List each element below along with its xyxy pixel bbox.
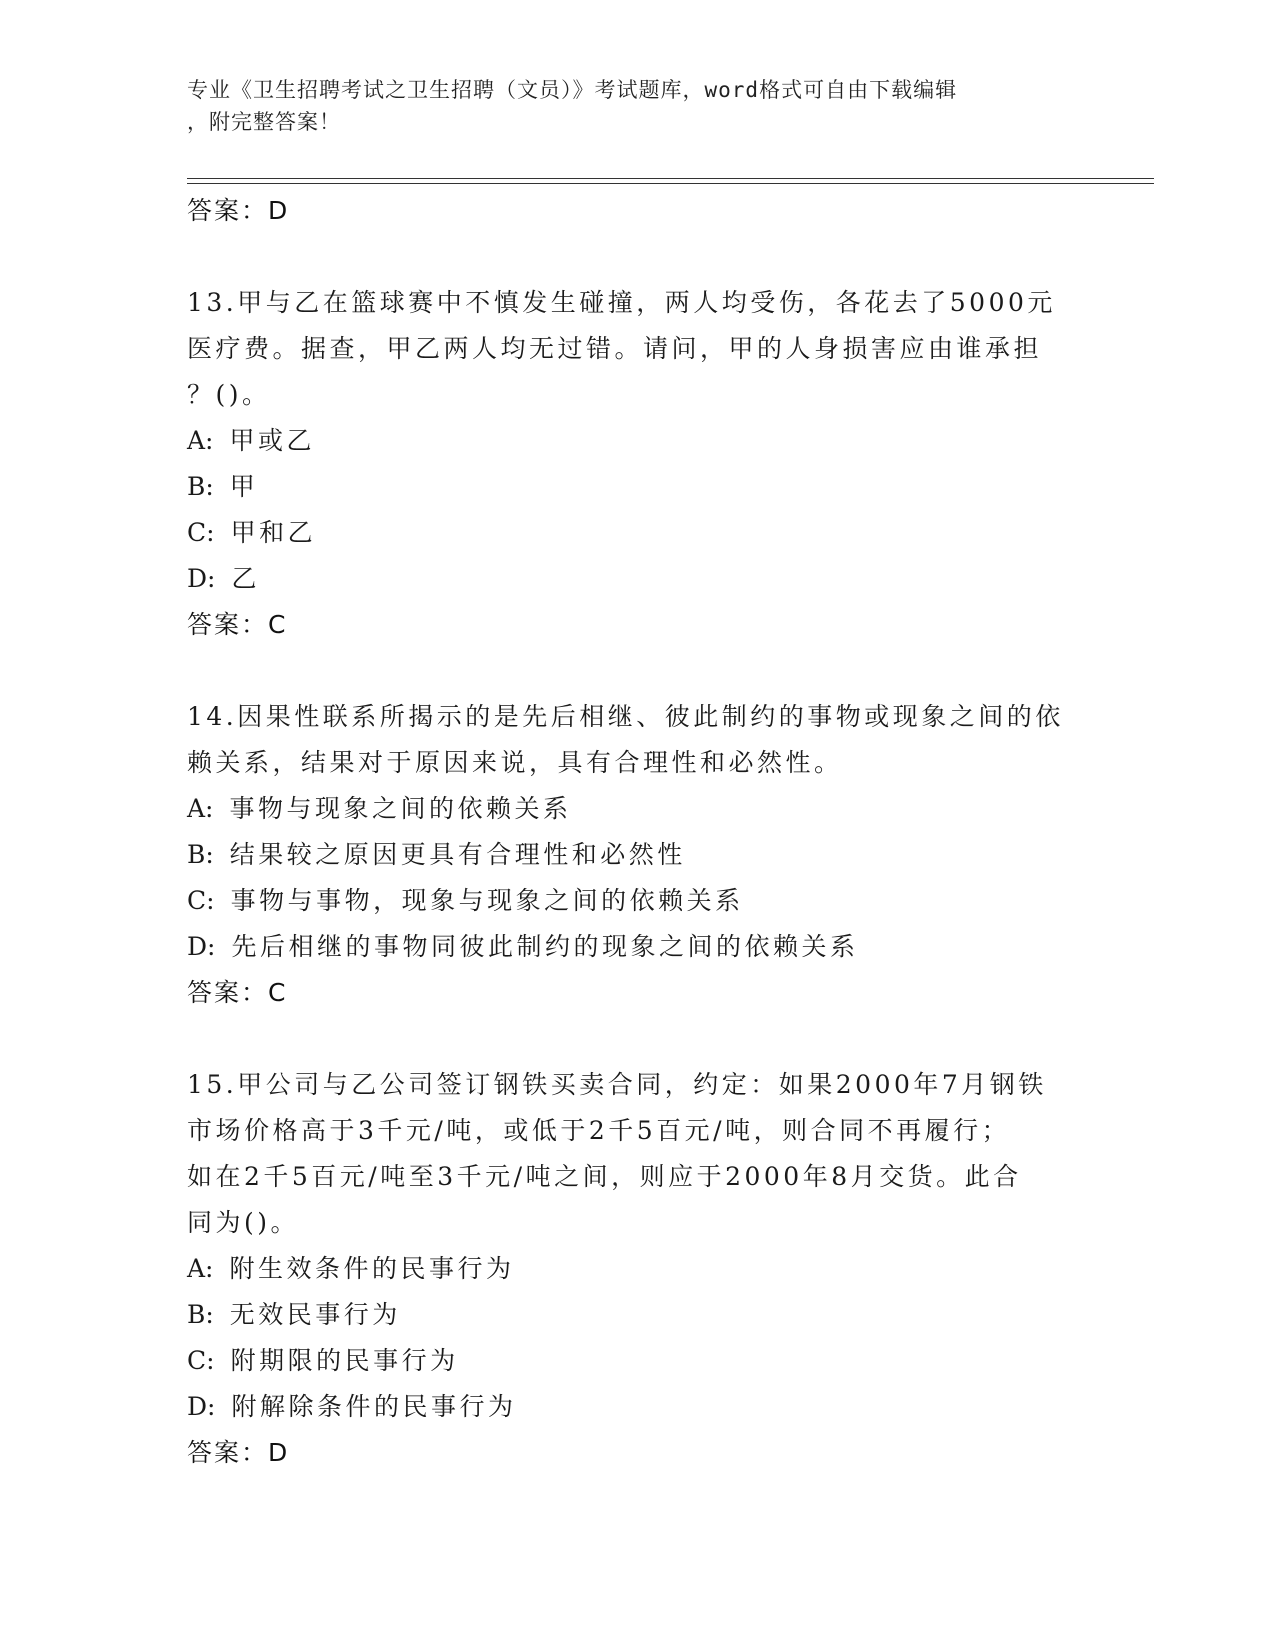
option-key: B:: [187, 1300, 214, 1329]
header-divider-bottom: [187, 183, 1154, 184]
option-c: [187, 1338, 1067, 1384]
question-13: [187, 280, 1067, 648]
question-stem-line: 如在2千5百元/吨至3千元/吨之间，则应于2000年8月交货。此合: [187, 1162, 1022, 1191]
option-text: 乙: [231, 564, 260, 593]
option-key: B:: [187, 472, 214, 501]
question-stem-line: 13.甲与乙在篮球赛中不慎发生碰撞，两人均受伤，各花去了5000元: [187, 288, 1056, 317]
header-line-2: ，附完整答案！: [187, 110, 341, 134]
option-a: [187, 786, 1067, 832]
option-key: C:: [187, 518, 215, 547]
question-stem-line: ？()。: [187, 380, 271, 409]
option-c: [187, 510, 1067, 556]
option-key: D:: [187, 1392, 216, 1421]
option-d: [187, 556, 1067, 602]
option-text: 先后相继的事物同彼此制约的现象之间的依赖关系: [231, 932, 859, 961]
option-text: 附生效条件的民事行为: [229, 1254, 515, 1283]
question-14: [187, 694, 1067, 1016]
question-stem-line: 市场价格高于3千元/吨，或低于2千5百元/吨，则合同不再履行；: [187, 1116, 1011, 1145]
option-text: 甲和乙: [230, 518, 317, 547]
option-d: [187, 924, 1067, 970]
option-text: 附期限的民事行为: [230, 1346, 459, 1375]
option-b: [187, 832, 1067, 878]
page-header: [187, 74, 1087, 138]
option-b: [187, 1292, 1067, 1338]
question-stem-line: 15.甲公司与乙公司签订钢铁买卖合同，约定：如果2000年7月钢铁: [187, 1070, 1047, 1099]
question-stem-line: 14.因果性联系所揭示的是先后相继、彼此制约的事物或现象之间的依: [187, 702, 1064, 731]
option-key: D:: [187, 932, 216, 961]
option-text: 附解除条件的民事行为: [231, 1392, 517, 1421]
option-text: 结果较之原因更具有合理性和必然性: [229, 840, 686, 869]
answer-15: 答案：D: [187, 1438, 290, 1467]
answer-13: 答案：C: [187, 610, 288, 639]
question-stem-line: 医疗费。据查，甲乙两人均无过错。请问，甲的人身损害应由谁承担: [187, 334, 1043, 363]
option-text: 事物与现象之间的依赖关系: [229, 794, 572, 823]
option-key: B:: [187, 840, 214, 869]
option-text: 事物与事物，现象与现象之间的依赖关系: [230, 886, 744, 915]
question-stem-line: 赖关系，结果对于原因来说，具有合理性和必然性。: [187, 748, 843, 777]
header-line-1: 专业《卫生招聘考试之卫生招聘（文员）》考试题库，word格式可自由下载编辑: [187, 78, 958, 102]
option-text: 无效民事行为: [229, 1300, 401, 1329]
option-d: [187, 1384, 1067, 1430]
option-b: [187, 464, 1067, 510]
option-key: A:: [187, 1254, 214, 1283]
answer-12: 答案：D: [187, 196, 290, 225]
option-key: D:: [187, 564, 216, 593]
answer-14: 答案：C: [187, 978, 288, 1007]
question-15: [187, 1062, 1067, 1476]
option-key: A:: [187, 794, 214, 823]
option-key: C:: [187, 1346, 215, 1375]
option-key: C:: [187, 886, 215, 915]
question-stem-line: 同为()。: [187, 1208, 300, 1237]
header-divider-top: [187, 178, 1154, 179]
option-a: [187, 418, 1067, 464]
option-a: [187, 1246, 1067, 1292]
question-list: [187, 188, 1067, 1476]
option-text: 甲或乙: [229, 426, 315, 455]
option-key: A:: [187, 426, 214, 455]
option-text: 甲: [229, 472, 259, 501]
option-c: [187, 878, 1067, 924]
